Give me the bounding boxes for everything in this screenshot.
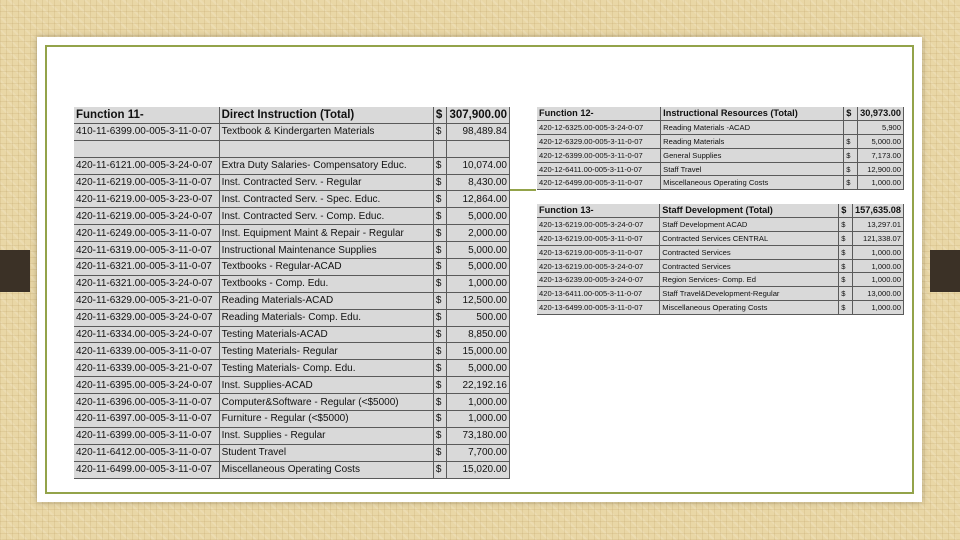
cell-amount: 5,000.00: [447, 259, 510, 276]
cell-description: Staff Travel&Development-Regular: [660, 287, 839, 301]
cell-account-code: 420-13-6219.00-005-3-11-0-07: [537, 231, 660, 245]
header-account-code: Function 11-: [74, 107, 219, 123]
table-row: [537, 259, 904, 273]
cell-account-code: [74, 140, 219, 157]
cell-amount: 13,000.00: [852, 287, 903, 301]
table-row: [74, 377, 510, 394]
header-amount: 307,900.00: [447, 107, 510, 123]
table-row: [537, 287, 904, 301]
cell-dollar-sign: $: [433, 259, 447, 276]
cell-description: Contracted Services: [660, 259, 839, 273]
cell-description: Miscellaneous Operating Costs: [660, 301, 839, 315]
cell-amount: 12,900.00: [858, 162, 904, 176]
cell-amount: 1,000.00: [447, 411, 510, 428]
table-row: [74, 275, 510, 292]
function-12-table: [537, 107, 904, 190]
cell-description: Inst. Supplies - Regular: [219, 427, 433, 444]
header-amount: 30,973.00: [858, 107, 904, 120]
cell-amount: 1,000.00: [852, 273, 903, 287]
cell-amount: 15,020.00: [447, 461, 510, 478]
cell-description: Testing Materials- Regular: [219, 343, 433, 360]
table-header-row: [74, 107, 510, 123]
table-row: [74, 259, 510, 276]
cell-account-code: 420-13-6499.00-005-3-11-0-07: [537, 301, 660, 315]
cell-description: Furniture - Regular (<$5000): [219, 411, 433, 428]
table-row: [537, 120, 904, 134]
cell-description: Reading Materials -ACAD: [661, 120, 844, 134]
header-amount: 157,635.08: [852, 204, 903, 217]
left-edge-band: [0, 250, 30, 292]
cell-description: General Supplies: [661, 148, 844, 162]
cell-account-code: 420-11-6339.00-005-3-11-0-07: [74, 343, 219, 360]
cell-account-code: 420-12-6499.00-005-3-11-0-07: [537, 176, 661, 190]
cell-description: Inst. Supplies-ACAD: [219, 377, 433, 394]
cell-amount: 121,338.07: [852, 231, 903, 245]
cell-account-code: 420-11-6397.00-005-3-11-0-07: [74, 411, 219, 428]
cell-dollar-sign: [844, 120, 858, 134]
cell-account-code: 420-11-6121.00-005-3-24-0-07: [74, 157, 219, 174]
cell-amount: 8,850.00: [447, 326, 510, 343]
table-row: [537, 148, 904, 162]
cell-amount: 5,000.00: [447, 208, 510, 225]
cell-amount: 1,000.00: [858, 176, 904, 190]
connector-line: [510, 189, 536, 191]
cell-account-code: 420-13-6411.00-005-3-11-0-07: [537, 287, 660, 301]
cell-amount: 5,000.00: [858, 134, 904, 148]
cell-account-code: 420-11-6396.00-005-3-11-0-07: [74, 394, 219, 411]
cell-description: Inst. Contracted Serv. - Comp. Educ.: [219, 208, 433, 225]
cell-dollar-sign: $: [839, 231, 853, 245]
cell-dollar-sign: $: [844, 162, 858, 176]
table-row: [74, 360, 510, 377]
header-account-code: Function 13-: [537, 204, 660, 217]
cell-account-code: 420-13-6219.00-005-3-24-0-07: [537, 259, 660, 273]
table-row: [537, 176, 904, 190]
cell-dollar-sign: $: [433, 444, 447, 461]
header-description: Staff Development (Total): [660, 204, 839, 217]
header-dollar-sign: $: [433, 107, 447, 123]
cell-dollar-sign: $: [839, 273, 853, 287]
cell-amount: 5,000.00: [447, 242, 510, 259]
cell-description: Reading Materials: [661, 134, 844, 148]
table-row: [537, 162, 904, 176]
cell-amount: 1,000.00: [447, 394, 510, 411]
function-11-body: [74, 107, 510, 478]
table-row: [74, 394, 510, 411]
cell-dollar-sign: $: [433, 377, 447, 394]
cell-amount: 73,180.00: [447, 427, 510, 444]
header-dollar-sign: $: [844, 107, 858, 120]
cell-dollar-sign: $: [433, 292, 447, 309]
table-row: [74, 225, 510, 242]
cell-description: Testing Materials- Comp. Edu.: [219, 360, 433, 377]
cell-amount: 5,000.00: [447, 360, 510, 377]
cell-dollar-sign: $: [433, 123, 447, 140]
table-row: [74, 343, 510, 360]
table-row: [74, 326, 510, 343]
cell-description: Staff Development ACAD: [660, 217, 839, 231]
cell-description: Contracted Services: [660, 245, 839, 259]
table-header-row: [537, 107, 904, 120]
cell-description: Miscellaneous Operating Costs: [219, 461, 433, 478]
cell-account-code: 420-11-6219.00-005-3-11-0-07: [74, 174, 219, 191]
cell-account-code: 420-11-6412.00-005-3-11-0-07: [74, 444, 219, 461]
cell-dollar-sign: $: [839, 287, 853, 301]
header-description: Direct Instruction (Total): [219, 107, 433, 123]
table-row: [537, 134, 904, 148]
cell-account-code: 420-11-6329.00-005-3-24-0-07: [74, 309, 219, 326]
table-row: [537, 245, 904, 259]
table-row: [537, 217, 904, 231]
cell-description: Textbook & Kindergarten Materials: [219, 123, 433, 140]
cell-description: Inst. Contracted Serv. - Spec. Educ.: [219, 191, 433, 208]
cell-amount: 8,430.00: [447, 174, 510, 191]
cell-description: [219, 140, 433, 157]
cell-account-code: 420-12-6329.00-005-3-11-0-07: [537, 134, 661, 148]
cell-dollar-sign: $: [433, 394, 447, 411]
function-13-body: [537, 204, 904, 315]
cell-description: Computer&Software - Regular (<$5000): [219, 394, 433, 411]
cell-dollar-sign: $: [433, 343, 447, 360]
cell-dollar-sign: $: [433, 326, 447, 343]
cell-amount: 500.00: [447, 309, 510, 326]
cell-amount: 22,192.16: [447, 377, 510, 394]
cell-account-code: 420-11-6321.00-005-3-24-0-07: [74, 275, 219, 292]
table-row: [74, 123, 510, 140]
cell-description: Instructional Maintenance Supplies: [219, 242, 433, 259]
table-row: [537, 231, 904, 245]
table-row: [74, 292, 510, 309]
cell-account-code: 420-11-6219.00-005-3-24-0-07: [74, 208, 219, 225]
cell-account-code: 420-11-6499.00-005-3-11-0-07: [74, 461, 219, 478]
cell-account-code: 420-11-6339.00-005-3-21-0-07: [74, 360, 219, 377]
cell-description: Inst. Contracted Serv. - Regular: [219, 174, 433, 191]
header-account-code: Function 12-: [537, 107, 661, 120]
header-dollar-sign: $: [839, 204, 853, 217]
cell-amount: 10,074.00: [447, 157, 510, 174]
cell-amount: 15,000.00: [447, 343, 510, 360]
cell-dollar-sign: $: [433, 174, 447, 191]
cell-account-code: 420-12-6411.00-005-3-11-0-07: [537, 162, 661, 176]
cell-dollar-sign: $: [433, 242, 447, 259]
cell-description: Inst. Equipment Maint & Repair - Regular: [219, 225, 433, 242]
cell-dollar-sign: $: [839, 245, 853, 259]
cell-dollar-sign: $: [433, 191, 447, 208]
cell-description: Region Services- Comp. Ed: [660, 273, 839, 287]
cell-account-code: 420-11-6399.00-005-3-11-0-07: [74, 427, 219, 444]
table-header-row: [537, 204, 904, 217]
cell-amount: 12,500.00: [447, 292, 510, 309]
cell-dollar-sign: $: [433, 411, 447, 428]
cell-amount: 1,000.00: [852, 245, 903, 259]
cell-description: Testing Materials-ACAD: [219, 326, 433, 343]
table-row: [537, 301, 904, 315]
table-row: [74, 411, 510, 428]
table-row: [537, 273, 904, 287]
cell-account-code: 420-13-6219.00-005-3-24-0-07: [537, 217, 660, 231]
cell-amount: 98,489.84: [447, 123, 510, 140]
table-row: [74, 309, 510, 326]
function-11-table: [74, 107, 510, 479]
table-row: [74, 140, 510, 157]
cell-dollar-sign: $: [433, 225, 447, 242]
cell-description: Textbooks - Comp. Edu.: [219, 275, 433, 292]
cell-description: Staff Travel: [661, 162, 844, 176]
cell-dollar-sign: $: [839, 259, 853, 273]
table-row: [74, 444, 510, 461]
cell-description: Reading Materials-ACAD: [219, 292, 433, 309]
cell-description: Extra Duty Salaries- Compensatory Educ.: [219, 157, 433, 174]
cell-account-code: 420-13-6219.00-005-3-11-0-07: [537, 245, 660, 259]
table-row: [74, 157, 510, 174]
cell-dollar-sign: $: [433, 461, 447, 478]
cell-amount: 1,000.00: [852, 301, 903, 315]
cell-description: Miscellaneous Operating Costs: [661, 176, 844, 190]
cell-account-code: 420-11-6249.00-005-3-11-0-07: [74, 225, 219, 242]
cell-dollar-sign: $: [433, 157, 447, 174]
cell-amount: 1,000.00: [852, 259, 903, 273]
cell-account-code: 420-11-6395.00-005-3-24-0-07: [74, 377, 219, 394]
cell-account-code: 420-13-6239.00-005-3-24-0-07: [537, 273, 660, 287]
cell-account-code: 410-11-6399.00-005-3-11-0-07: [74, 123, 219, 140]
table-row: [74, 427, 510, 444]
cell-amount: 7,173.00: [858, 148, 904, 162]
cell-dollar-sign: $: [433, 275, 447, 292]
cell-dollar-sign: $: [433, 427, 447, 444]
cell-dollar-sign: $: [844, 148, 858, 162]
cell-account-code: 420-11-6319.00-005-3-11-0-07: [74, 242, 219, 259]
cell-account-code: 420-11-6321.00-005-3-11-0-07: [74, 259, 219, 276]
cell-amount: 7,700.00: [447, 444, 510, 461]
cell-dollar-sign: $: [839, 217, 853, 231]
cell-description: Student Travel: [219, 444, 433, 461]
table-row: [74, 461, 510, 478]
cell-amount: 5,900: [858, 120, 904, 134]
cell-description: Contracted Services CENTRAL: [660, 231, 839, 245]
cell-dollar-sign: $: [839, 301, 853, 315]
cell-dollar-sign: $: [433, 360, 447, 377]
cell-dollar-sign: $: [844, 134, 858, 148]
right-edge-band: [930, 250, 960, 292]
cell-dollar-sign: [433, 140, 447, 157]
cell-account-code: 420-11-6329.00-005-3-21-0-07: [74, 292, 219, 309]
cell-amount: 13,297.01: [852, 217, 903, 231]
cell-amount: 2,000.00: [447, 225, 510, 242]
cell-amount: 1,000.00: [447, 275, 510, 292]
cell-account-code: 420-11-6334.00-005-3-24-0-07: [74, 326, 219, 343]
cell-description: Reading Materials- Comp. Edu.: [219, 309, 433, 326]
cell-account-code: 420-11-6219.00-005-3-23-0-07: [74, 191, 219, 208]
cell-dollar-sign: $: [844, 176, 858, 190]
cell-amount: [447, 140, 510, 157]
table-row: [74, 208, 510, 225]
cell-dollar-sign: $: [433, 309, 447, 326]
cell-amount: 12,864.00: [447, 191, 510, 208]
cell-account-code: 420-12-6325.00-005-3-24-0-07: [537, 120, 661, 134]
function-13-table: [537, 204, 904, 315]
cell-account-code: 420-12-6399.00-005-3-11-0-07: [537, 148, 661, 162]
cell-dollar-sign: $: [433, 208, 447, 225]
table-row: [74, 242, 510, 259]
table-row: [74, 174, 510, 191]
cell-description: Textbooks - Regular-ACAD: [219, 259, 433, 276]
function-12-body: [537, 107, 904, 190]
table-row: [74, 191, 510, 208]
header-description: Instructional Resources (Total): [661, 107, 844, 120]
